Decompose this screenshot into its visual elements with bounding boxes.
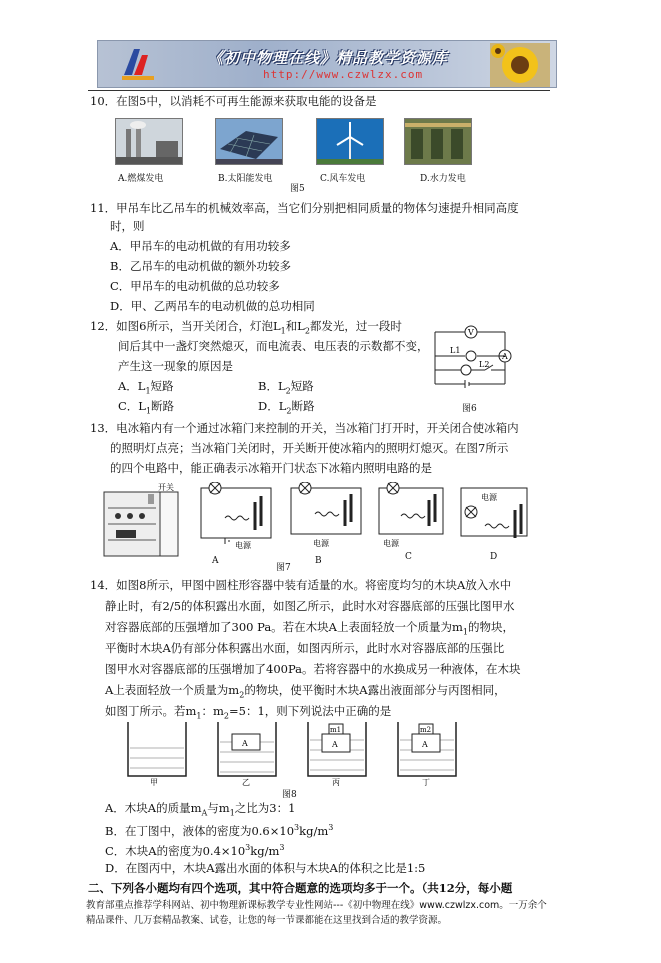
q14-block-d: A xyxy=(422,740,428,749)
q11-option-c: C．甲吊车的电动机做的总功较多 xyxy=(110,279,280,293)
q13-figure-caption: 图7 xyxy=(276,563,291,573)
q12-option-d: D．$L_2$断路 xyxy=(258,399,315,416)
q11-option-a: A．甲吊车的电动机做的有用功较多 xyxy=(110,239,291,253)
q12-l1-label: L1 xyxy=(450,346,461,355)
q12-stem-2: 间后其中一盏灯突然熄灭，而电流表、电压表的示数都不变， xyxy=(118,339,429,353)
q13-label-d: D xyxy=(490,552,498,562)
q13-circuit-d xyxy=(455,482,545,552)
q12-option-c: C．$L_1$断路 xyxy=(118,399,175,416)
q14-block-c: A xyxy=(332,740,338,749)
q13-label-c: C xyxy=(405,552,412,562)
q10-option-a: A.燃煤发电 xyxy=(118,174,164,184)
q13-stem-2: 的照明灯点亮；当冰箱门关闭时，开关断开使冰箱内的照明灯熄灭。在图7所示 xyxy=(110,441,509,455)
q12-option-a: A．$L_1$短路 xyxy=(118,379,174,396)
q10-figure-caption: 图5 xyxy=(290,184,305,194)
q14-label-bing: 丙 xyxy=(332,778,340,786)
q12-figure-caption: 图6 xyxy=(462,404,477,414)
site-logo xyxy=(120,45,156,83)
q14-line-2: 静止时，有2/5的体积露出水面，如图乙所示，此时水对容器底部的压强比图甲水 xyxy=(105,599,515,613)
q10-option-c: C.风车发电 xyxy=(320,174,366,184)
q12-l2-label: L2 xyxy=(479,360,490,369)
q14-line-5: 图甲水对容器底部的压强增加了400Pa。若将容器中的水换成另一种液体，在木块 xyxy=(105,662,521,676)
q10-option-d: D.水力发电 xyxy=(420,174,466,184)
q11-option-b: B．乙吊车的电动机做的额外功较多 xyxy=(110,259,291,273)
q14-block-b: A xyxy=(242,739,248,748)
q12-voltmeter-label: V xyxy=(468,328,474,337)
wind-power-photo xyxy=(316,118,384,165)
q13-label-b: B xyxy=(315,556,322,566)
q14-option-d: D．在图丙中，木块A露出水面的体积与木块A的体积之比是1:5 xyxy=(105,861,426,875)
q14-m1-label: m1 xyxy=(330,726,342,734)
q14-label-ding: 丁 xyxy=(422,778,430,786)
q14-label-yi: 乙 xyxy=(242,778,250,786)
coal-power-photo xyxy=(115,118,183,165)
q12-option-b: B．$L_2$短路 xyxy=(258,379,314,396)
hydro-power-photo xyxy=(404,118,472,165)
q14-option-c: C．木块A的密度为$0.4\times 10^3kg/m^3$ xyxy=(105,843,285,858)
footer-line-1: 教育部重点推荐学科网站、初中物理新课标教学专业性网站---《初中物理在线》www.czwlzx.com。一万余个 xyxy=(86,900,547,911)
q11-stem-2: 时，则 xyxy=(110,219,145,233)
q13-label-a: A xyxy=(212,556,219,566)
sunflower-image xyxy=(490,43,550,87)
q12-stem-3: 产生这一现象的原因是 xyxy=(118,359,233,373)
q11-option-d: D．甲、乙两吊车的电动机做的总功相同 xyxy=(110,299,315,313)
q14-figure-caption: 图8 xyxy=(282,790,297,800)
q13-power-c: 电源 xyxy=(383,539,399,548)
header-url: http://www.czwlzx.com xyxy=(263,68,424,81)
q12-circuit-diagram xyxy=(425,318,525,396)
q14-line-3: 对容器底部的压强增加了300 Pa。若在木块A上表面轻放一个质量为$m_1$的物块， xyxy=(105,620,514,637)
refrigerator-image xyxy=(100,482,190,562)
q13-stem-3: 的四个电路中，能正确表示冰箱开门状态下冰箱内照明电路的是 xyxy=(110,461,432,475)
q13-circuit-b xyxy=(285,482,375,552)
header-banner xyxy=(97,40,557,88)
q14-line-6: A上表面轻放一个质量为$m_2$的物块，使平衡时木块A露出液面部分与丙图相同， xyxy=(105,683,506,700)
q14-option-a: A．木块A的质量$m_A$与$m_1$之比为3：1 xyxy=(105,801,296,818)
q10-option-b: B.太阳能发电 xyxy=(218,174,273,184)
q14-containers-figure xyxy=(120,718,465,786)
q14-line-1: 14．如图8所示，甲图中圆柱形容器中装有适量的水。将密度均匀的木块A放入水中 xyxy=(90,578,512,592)
q14-label-jia: 甲 xyxy=(150,778,158,786)
q13-switch-label: 开关 xyxy=(158,483,174,492)
q12-stem-1: 12．如图6所示，当开关闭合，灯泡$L_1$和$L_2$都发光，过一段时 xyxy=(90,319,402,336)
q14-option-b: B．在丁图中，液体的密度为$0.6\times 10^3kg/m^3$ xyxy=(105,823,334,838)
q14-m2-label: m2 xyxy=(420,726,432,734)
footer-line-2: 精品课件、几万套精品教案、试卷，让您的每一节课都能在这里找到合适的教学资源。 xyxy=(86,915,448,926)
q11-stem-1: 11．甲吊车比乙吊车的机械效率高，当它们分别把相同质量的物体匀速提升相同高度 xyxy=(90,201,519,215)
q10-stem: 10．在图5中，以消耗不可再生能源来获取电能的设备是 xyxy=(90,94,377,108)
q13-power-b: 电源 xyxy=(313,539,329,548)
solar-power-photo xyxy=(215,118,283,165)
q13-circuit-c xyxy=(373,482,463,552)
q13-power-a: 电源 xyxy=(235,541,251,550)
q14-line-4: 平衡时木块A仍有部分体积露出水面，如图丙所示，此时水对容器底部的压强比 xyxy=(105,641,505,655)
q12-ammeter-label: A xyxy=(502,352,508,361)
header-rule xyxy=(88,90,550,91)
q13-stem-1: 13．电冰箱内有一个通过冰箱门来控制的开关，当冰箱门打开时，开关闭合使冰箱内 xyxy=(90,421,519,435)
section-2-heading: 二、下列各小题均有四个选项，其中符合题意的选项均多于一个。（共12分，每小题 xyxy=(88,881,513,895)
q14-line-7: 如图丁所示。若$m_1$：$m_2=5$：1，则下列说法中正确的是 xyxy=(105,704,392,721)
q13-circuit-a xyxy=(195,482,285,552)
header-title: 《初中物理在线》精品教学资源库 xyxy=(208,49,449,67)
q13-power-d: 电源 xyxy=(481,493,497,502)
